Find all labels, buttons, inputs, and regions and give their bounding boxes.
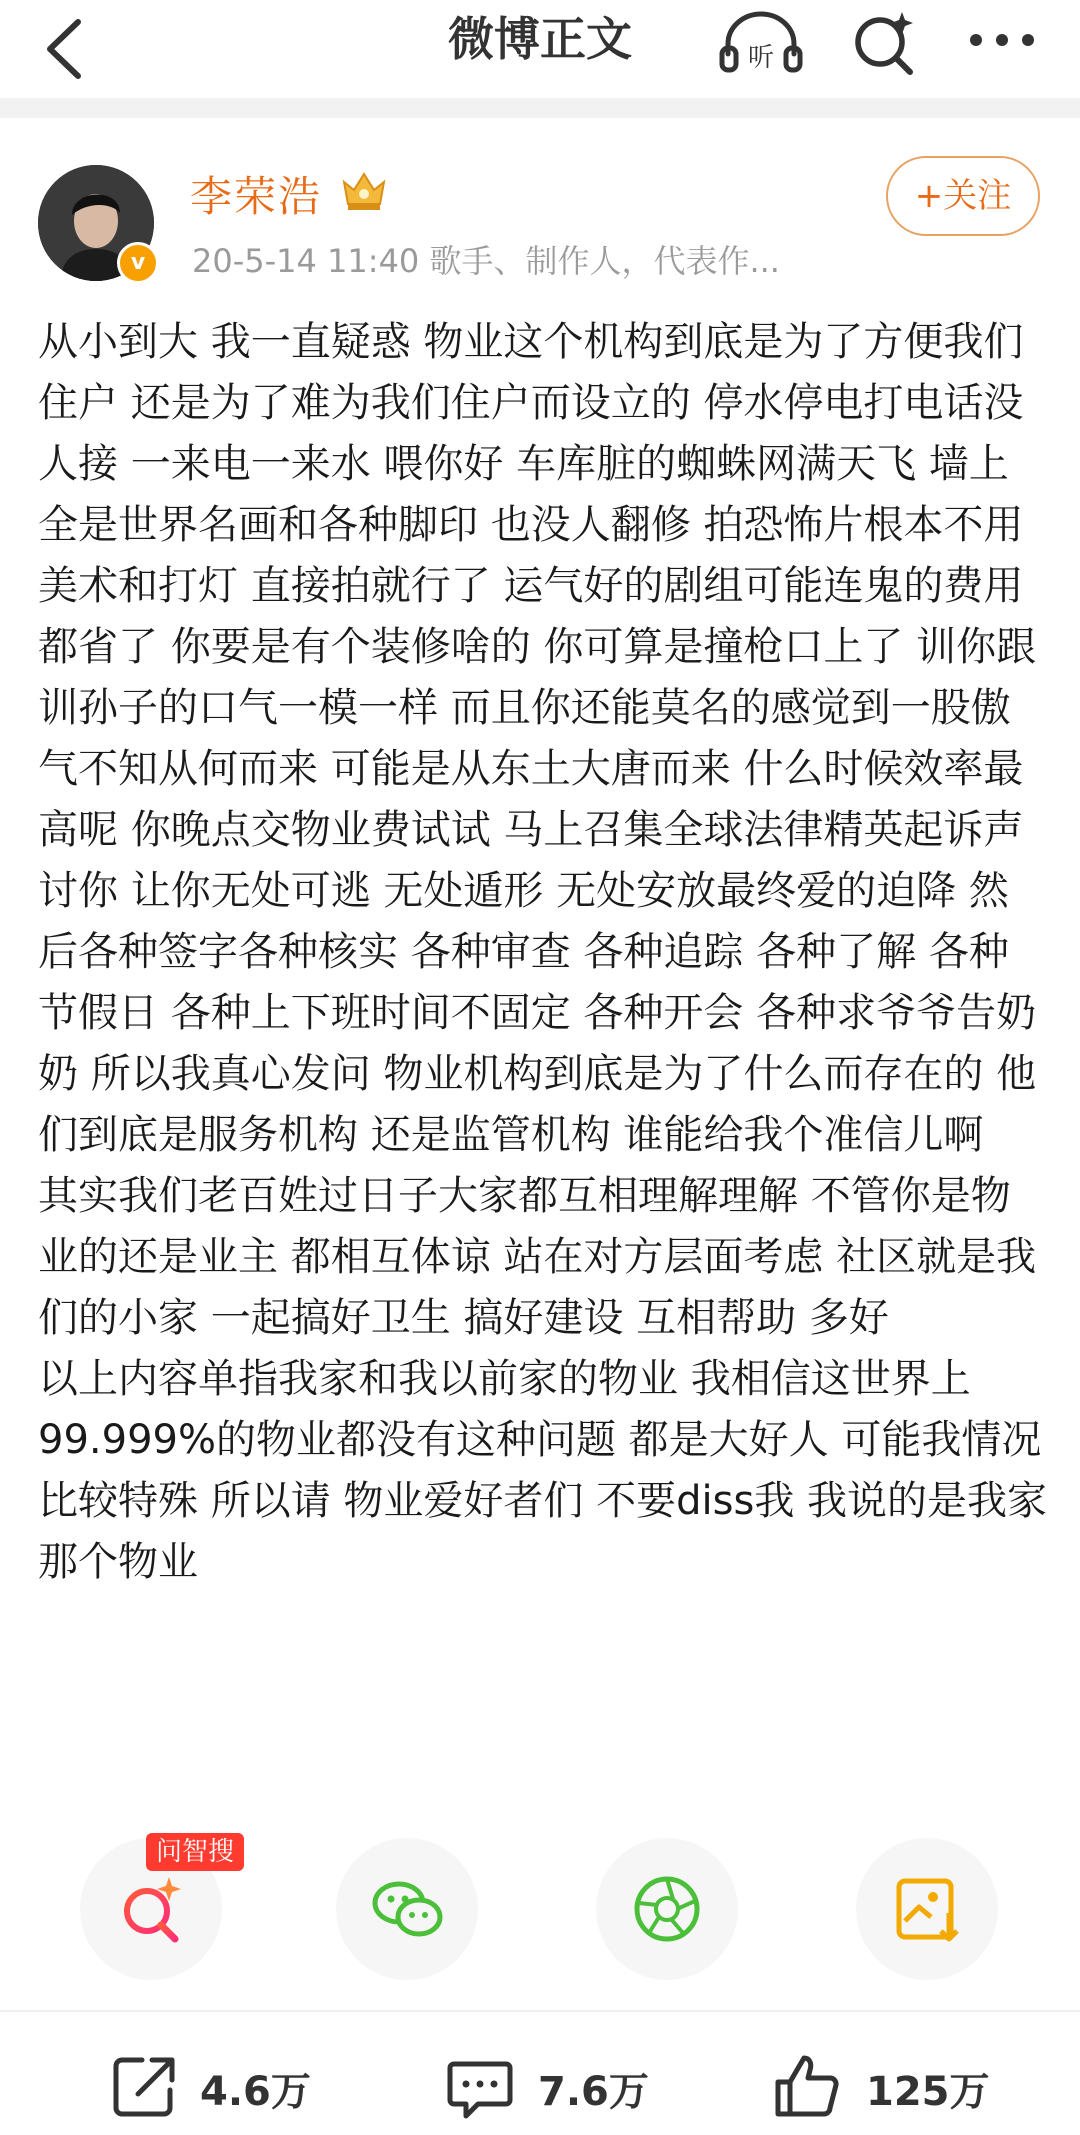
listen-icon[interactable] <box>716 8 806 78</box>
follow-button[interactable]: +关注 <box>886 156 1040 236</box>
share-wechat-button[interactable] <box>336 1838 478 1980</box>
ai-search-tag: 问智搜 <box>146 1833 244 1871</box>
crown-badge-icon <box>338 168 390 214</box>
post-paragraph: 以上内容单指我家和我以前家的物业 我相信这世界上99.999%的物业都没有这种问题 都是大好人 可能我情况比较特殊 所以请 物业爱好者们 不要diss我 我说的是我家那个物业 <box>38 1356 1048 1585</box>
post-paragraph: 其实我们老百姓过日子大家都互相理解理解 不管你是物业的还是业主 都相互体谅 站在对方层面考虑 社区就是我们的小家 一起搞好卫生 搞好建设 互相帮助 多好 <box>38 1173 1037 1341</box>
repost-icon[interactable] <box>108 2050 180 2122</box>
verified-badge: v <box>117 242 159 284</box>
comment-count[interactable]: 7.6万 <box>538 2069 649 2115</box>
like-count[interactable]: 125万 <box>866 2069 990 2115</box>
save-image-button[interactable] <box>856 1838 998 1980</box>
bottom-divider <box>0 2010 1080 2012</box>
save-image-icon <box>887 1869 967 1949</box>
ai-search-icon <box>111 1869 191 1949</box>
post-paragraph: 从小到大 我一直疑惑 物业这个机构到底是为了方便我们住户 还是为了难为我们住户而设立的 停水停电打电话没人接 一来电一来水 喂你好 车库脏的蜘蛛网满天飞 墙上全是世界名画和各种脚印 也没人翻修 拍恐怖片根本不用美术和打灯 直接拍就行了 运气好的剧组可能连鬼的费用都省了 你要是有个装修啥的 你可算是撞枪口上了 训你跟训孙子的口气一模一样 而且你还能莫名的感觉到一股傲气不知从何而来 可能是从东土大唐而来 什么时候效率最高呢 你晚点交物业费试试 马上召集全球法律精英起诉声讨你 让你无处可逃 无处遁形 无处安放最终爱的迫降 然后各种签字各种核实 各种审查 各种追踪 各种了解 各种节假日 各种上下班时间不固定 各种开会 各种求爷爷告奶奶 所以我真心发问 物业机构到底是为了什么而存在的 他们到底是服务机构 还是监管机构 谁能给我个准信儿啊 <box>38 319 1037 1158</box>
top-nav <box>0 0 1080 98</box>
author-name[interactable]: 李荣浩 <box>190 172 323 221</box>
post-content <box>38 312 1048 1593</box>
post-meta: 20-5-14 11:40 歌手、制作人，代表作... <box>192 242 780 280</box>
repost-count[interactable]: 4.6万 <box>200 2069 311 2115</box>
search-icon[interactable] <box>846 6 922 82</box>
listen-label: 听 <box>747 43 775 73</box>
wechat-icon <box>367 1869 447 1949</box>
share-moments-button[interactable] <box>596 1838 738 1980</box>
nav-divider <box>0 98 1080 118</box>
moments-icon <box>627 1869 707 1949</box>
more-options-icon[interactable] <box>962 10 1042 70</box>
page-title: 微博正文 <box>448 12 632 66</box>
comment-icon[interactable] <box>444 2050 516 2122</box>
like-icon[interactable] <box>770 2050 842 2122</box>
